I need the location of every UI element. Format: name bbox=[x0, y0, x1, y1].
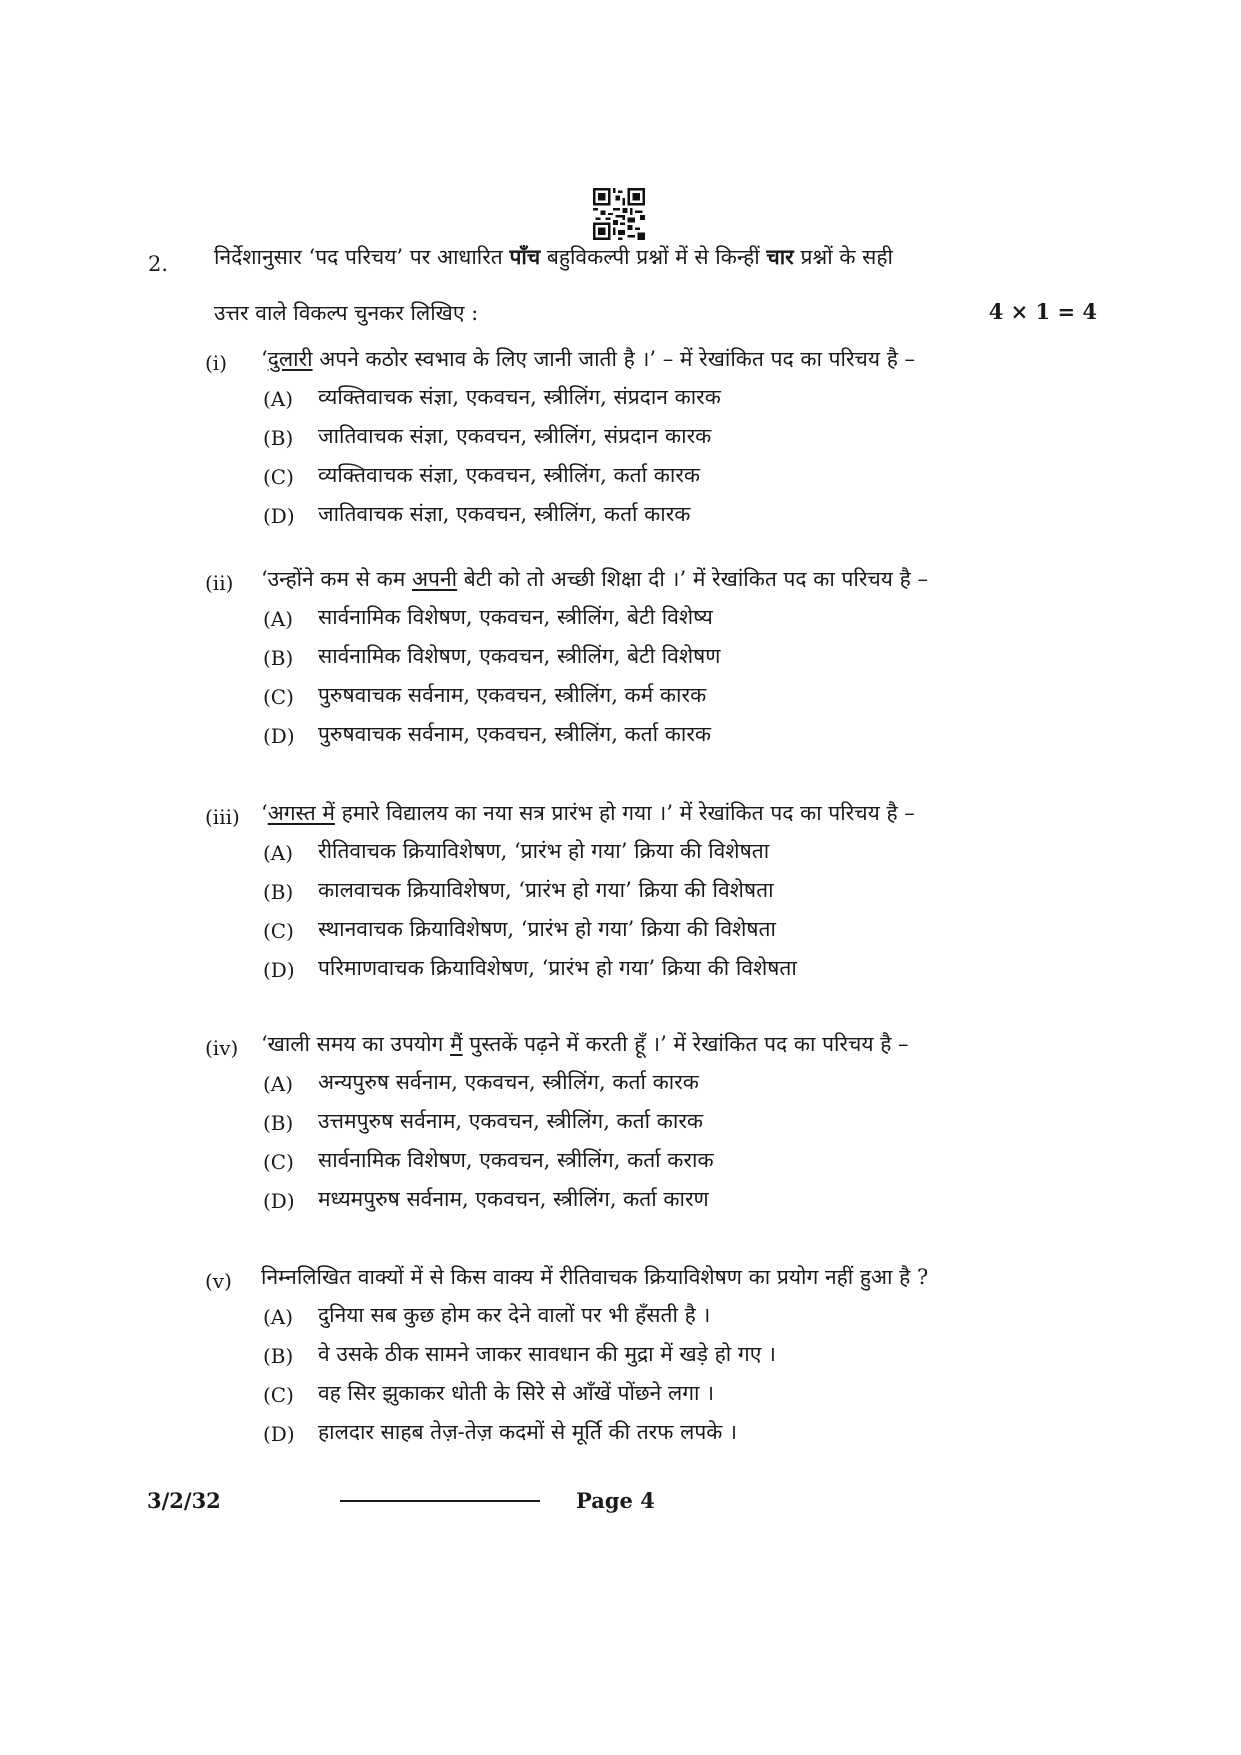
footer-divider bbox=[340, 1500, 540, 1502]
subquestion-text bbox=[261, 799, 915, 827]
option-c[interactable] bbox=[205, 681, 1105, 720]
subquestion-text bbox=[261, 1263, 928, 1291]
option-b[interactable] bbox=[205, 422, 1105, 461]
instruction-part-1: निर्देशानुसार ‘पद परिचय’ पर आधारित bbox=[214, 245, 510, 269]
option-letter: (B) bbox=[263, 426, 294, 450]
qr-code-icon bbox=[593, 188, 645, 240]
option-text: सार्वनामिक विशेषण, एकवचन, स्त्रीलिंग, कर्ता कराक bbox=[318, 1148, 714, 1172]
option-b[interactable] bbox=[205, 876, 1105, 915]
instruction-bold-four: चार bbox=[766, 244, 794, 269]
option-b[interactable] bbox=[205, 642, 1105, 681]
option-text: अन्यपुरुष सर्वनाम, एकवचन, स्त्रीलिंग, कर्ता कारक bbox=[318, 1070, 699, 1094]
option-letter: (B) bbox=[263, 1344, 294, 1368]
underlined-word: अपनी bbox=[411, 567, 458, 591]
option-letter: (C) bbox=[263, 1150, 294, 1174]
option-text: स्थानवाचक क्रियाविशेषण, ‘प्रारंभ हो गया’ क्रिया की विशेषता bbox=[318, 917, 776, 941]
stem-pre: ‘ bbox=[261, 801, 268, 825]
option-text: व्यक्तिवाचक संज्ञा, एकवचन, स्त्रीलिंग, कर्ता कारक bbox=[318, 463, 701, 487]
subquestion-roman: (iv) bbox=[205, 1036, 239, 1060]
option-letter: (C) bbox=[263, 1383, 294, 1407]
subquestion-roman: (ii) bbox=[205, 571, 234, 595]
subquestion-i bbox=[205, 345, 1105, 539]
stem-post: पुस्तकें पढ़ने में करती हूँ ।’ में रेखांकित पद का परिचय है – bbox=[462, 1032, 909, 1056]
stem-post: बेटी को तो अच्छी शिक्षा दी ।’ में रेखांकित पद का परिचय है – bbox=[457, 567, 928, 591]
underlined-word: दुलारी bbox=[267, 347, 313, 371]
option-text: परिमाणवाचक क्रियाविशेषण, ‘प्रारंभ हो गया’ क्रिया की विशेषता bbox=[318, 956, 797, 980]
subquestion-roman: (i) bbox=[205, 351, 228, 375]
subquestion-text bbox=[261, 345, 915, 373]
stem-pre: ‘ bbox=[261, 347, 268, 371]
stem-post: हमारे विद्यालय का नया सत्र प्रारंभ हो गया ।’ में रेखांकित पद का परिचय है – bbox=[334, 801, 915, 825]
option-letter: (D) bbox=[263, 958, 295, 982]
subquestion-roman: (v) bbox=[205, 1269, 232, 1293]
subquestion-text bbox=[261, 1030, 909, 1058]
instruction-part-2: बहुविकल्पी प्रश्नों में से किन्हीं bbox=[540, 245, 767, 269]
option-text: कालवाचक क्रियाविशेषण, ‘प्रारंभ हो गया’ क्रिया की विशेषता bbox=[318, 878, 774, 902]
option-letter: (B) bbox=[263, 646, 294, 670]
option-a[interactable] bbox=[205, 837, 1105, 876]
option-d[interactable] bbox=[205, 1418, 1105, 1457]
option-text: मध्यमपुरुष सर्वनाम, एकवचन, स्त्रीलिंग, कर्ता कारण bbox=[318, 1187, 709, 1211]
instruction-bold-five: पाँच bbox=[509, 244, 541, 269]
option-letter: (B) bbox=[263, 1111, 294, 1135]
option-text: वे उसके ठीक सामने जाकर सावधान की मुद्रा में खड़े हो गए । bbox=[318, 1342, 776, 1366]
option-letter: (D) bbox=[263, 1189, 295, 1213]
option-d[interactable] bbox=[205, 720, 1105, 759]
instruction-part-3: प्रश्नों के सही bbox=[793, 245, 893, 269]
option-text: वह सिर झुकाकर धोती के सिरे से आँखें पोंछने लगा । bbox=[318, 1381, 715, 1405]
option-d[interactable] bbox=[205, 500, 1105, 539]
option-c[interactable] bbox=[205, 1146, 1105, 1185]
stem-pre: ‘खाली समय का उपयोग bbox=[261, 1032, 451, 1056]
underlined-word: अगस्त में bbox=[267, 801, 335, 825]
option-text: रीतिवाचक क्रियाविशेषण, ‘प्रारंभ हो गया’ क्रिया की विशेषता bbox=[318, 839, 770, 863]
option-text: पुरुषवाचक सर्वनाम, एकवचन, स्त्रीलिंग, कर्म कारक bbox=[318, 683, 707, 707]
option-c[interactable] bbox=[205, 915, 1105, 954]
option-b[interactable] bbox=[205, 1107, 1105, 1146]
option-text: सार्वनामिक विशेषण, एकवचन, स्त्रीलिंग, बेटी विशेषण bbox=[318, 644, 721, 668]
option-d[interactable] bbox=[205, 1185, 1105, 1224]
stem-post: अपने कठोर स्वभाव के लिए जानी जाती है ।’ – में रेखांकित पद का परिचय है – bbox=[312, 347, 916, 371]
option-c[interactable] bbox=[205, 1379, 1105, 1418]
option-text: सार्वनामिक विशेषण, एकवचन, स्त्रीलिंग, बेटी विशेष्य bbox=[318, 605, 713, 629]
option-c[interactable] bbox=[205, 461, 1105, 500]
option-letter: (A) bbox=[263, 607, 294, 631]
option-letter: (C) bbox=[263, 465, 294, 489]
option-letter: (A) bbox=[263, 841, 294, 865]
subquestion-iv bbox=[205, 1030, 1105, 1224]
page-number: Page 4 bbox=[576, 1488, 655, 1513]
subquestion-v bbox=[205, 1263, 1105, 1457]
question-instruction-line-2: उत्तर वाले विकल्प चुनकर लिखिए : bbox=[214, 301, 479, 325]
option-letter: (D) bbox=[263, 504, 295, 528]
stem-pre: ‘उन्होंने कम से कम bbox=[261, 567, 412, 591]
option-letter: (D) bbox=[263, 1422, 295, 1446]
option-b[interactable] bbox=[205, 1340, 1105, 1379]
option-letter: (A) bbox=[263, 1305, 294, 1329]
option-text: हालदार साहब तेज़-तेज़ कदमों से मूर्ति की तरफ लपके । bbox=[318, 1420, 738, 1444]
option-letter: (B) bbox=[263, 880, 294, 904]
option-d[interactable] bbox=[205, 954, 1105, 993]
option-letter: (A) bbox=[263, 1072, 294, 1096]
question-instruction bbox=[214, 244, 1094, 270]
subquestion-stem bbox=[205, 799, 1105, 837]
option-a[interactable] bbox=[205, 1301, 1105, 1340]
option-text: पुरुषवाचक सर्वनाम, एकवचन, स्त्रीलिंग, कर्ता कारक bbox=[318, 722, 712, 746]
option-letter: (C) bbox=[263, 919, 294, 943]
option-text: दुनिया सब कुछ होम कर देने वालों पर भी हँसती है । bbox=[318, 1303, 711, 1327]
option-a[interactable] bbox=[205, 603, 1105, 642]
subquestion-text bbox=[261, 565, 928, 593]
option-a[interactable] bbox=[205, 1068, 1105, 1107]
subquestion-stem bbox=[205, 565, 1105, 603]
option-letter: (D) bbox=[263, 724, 295, 748]
subquestion-iii bbox=[205, 799, 1105, 993]
option-text: जातिवाचक संज्ञा, एकवचन, स्त्रीलिंग, संप्रदान कारक bbox=[318, 424, 712, 448]
subquestion-stem bbox=[205, 1030, 1105, 1068]
option-a[interactable] bbox=[205, 383, 1105, 422]
option-letter: (C) bbox=[263, 685, 294, 709]
subquestion-roman: (iii) bbox=[205, 805, 240, 829]
option-text: उत्तमपुरुष सर्वनाम, एकवचन, स्त्रीलिंग, कर्ता कारक bbox=[318, 1109, 704, 1133]
subquestion-stem bbox=[205, 1263, 1105, 1301]
option-letter: (A) bbox=[263, 387, 294, 411]
underlined-word: मैं bbox=[450, 1032, 463, 1056]
question-number: 2. bbox=[148, 252, 169, 276]
subquestion-ii bbox=[205, 565, 1105, 759]
marks-allocation: 4 × 1 = 4 bbox=[988, 299, 1097, 324]
stem-pre: निम्नलिखित वाक्यों में से किस वाक्य में रीतिवाचक क्रियाविशेषण का प्रयोग नहीं हुआ है ? bbox=[261, 1265, 929, 1289]
option-text: व्यक्तिवाचक संज्ञा, एकवचन, स्त्रीलिंग, संप्रदान कारक bbox=[318, 385, 721, 409]
subquestion-stem bbox=[205, 345, 1105, 383]
paper-code: 3/2/32 bbox=[147, 1488, 221, 1513]
option-text: जातिवाचक संज्ञा, एकवचन, स्त्रीलिंग, कर्ता कारक bbox=[318, 502, 691, 526]
